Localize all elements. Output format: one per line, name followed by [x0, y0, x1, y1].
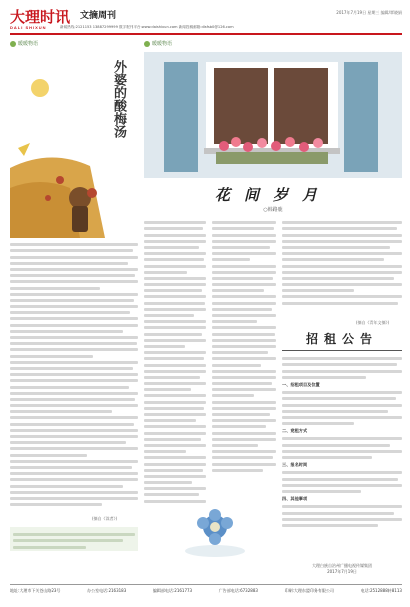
flower-cup-illustration	[180, 505, 250, 560]
footer-phone: 电话:2512888转8113	[360, 588, 402, 593]
right-article-body-col1	[144, 218, 206, 520]
rental-notice-signature	[282, 563, 402, 575]
left-article-body	[10, 240, 138, 522]
left-tag-text: 暖暖物语	[18, 41, 39, 47]
rental-notice-issuer: 大理白族自治州广播电视传媒集团	[312, 563, 372, 568]
window-flowers-illustration	[144, 52, 402, 178]
right-tag-text: 暖暖物语	[152, 41, 173, 47]
right-article-title: 花间岁月	[214, 186, 331, 204]
footer-printer: 印刷:大理东盟印务有限公司	[284, 588, 334, 593]
right-article-author: ○韩路鹿	[263, 207, 283, 213]
right-article-source: (摘自《青年文摘》)	[356, 320, 390, 325]
blue-flower-image	[180, 505, 250, 560]
right-article-body-col2	[212, 218, 276, 498]
masthead	[10, 6, 402, 34]
rental-section-4: 四、其他事项	[282, 496, 308, 502]
rental-section-1: 一、招租项目及位置	[282, 381, 320, 387]
logo-text: 大理时讯	[10, 8, 71, 26]
footer-rule	[10, 584, 402, 585]
leaf-icon	[144, 41, 150, 47]
masthead-rule	[10, 33, 402, 35]
footer-address: 地址:大理市下关苍山路23号	[10, 588, 61, 593]
window-with-flowers-image	[144, 52, 402, 178]
rental-section-2: 二、竞租方式	[282, 428, 308, 434]
footer-editorial-phone: 编辑部电话:2161773	[152, 588, 193, 593]
logo-subtitle: DALI SHIXUN	[10, 25, 47, 30]
date-line: 2017年7月19日 星期三 编辑/覃晓娟	[336, 10, 402, 15]
contact-info-line: 新闻热线:2121153 13887299999 数字报刊平台:www.daishixun.com 新闻投稿邮箱:dlsfsb0@126.com	[60, 25, 234, 29]
footer	[10, 588, 402, 598]
leaf-icon	[10, 41, 16, 47]
right-article-tag	[144, 40, 172, 47]
rental-notice-body	[282, 354, 402, 584]
left-article-title: 外婆的酸梅汤	[111, 60, 126, 138]
right-article-body-col3	[282, 218, 402, 324]
rental-notice-title: 招租公告	[305, 332, 378, 346]
rental-section-3: 三、报名时间	[282, 462, 308, 468]
section-title: 文摘周刊	[80, 11, 117, 21]
editor-note-box	[10, 527, 138, 551]
left-article-tag	[10, 40, 38, 47]
left-article-source: (摘自《读者》)	[92, 516, 118, 521]
rental-notice-rule	[282, 350, 402, 351]
footer-ads-phone: 广告部电话:6732883	[218, 588, 258, 593]
rental-notice	[282, 330, 402, 607]
rental-notice-date: 2017年7月19日	[327, 569, 357, 574]
footer-office-phone: 办公室电话:2163183	[87, 588, 127, 593]
